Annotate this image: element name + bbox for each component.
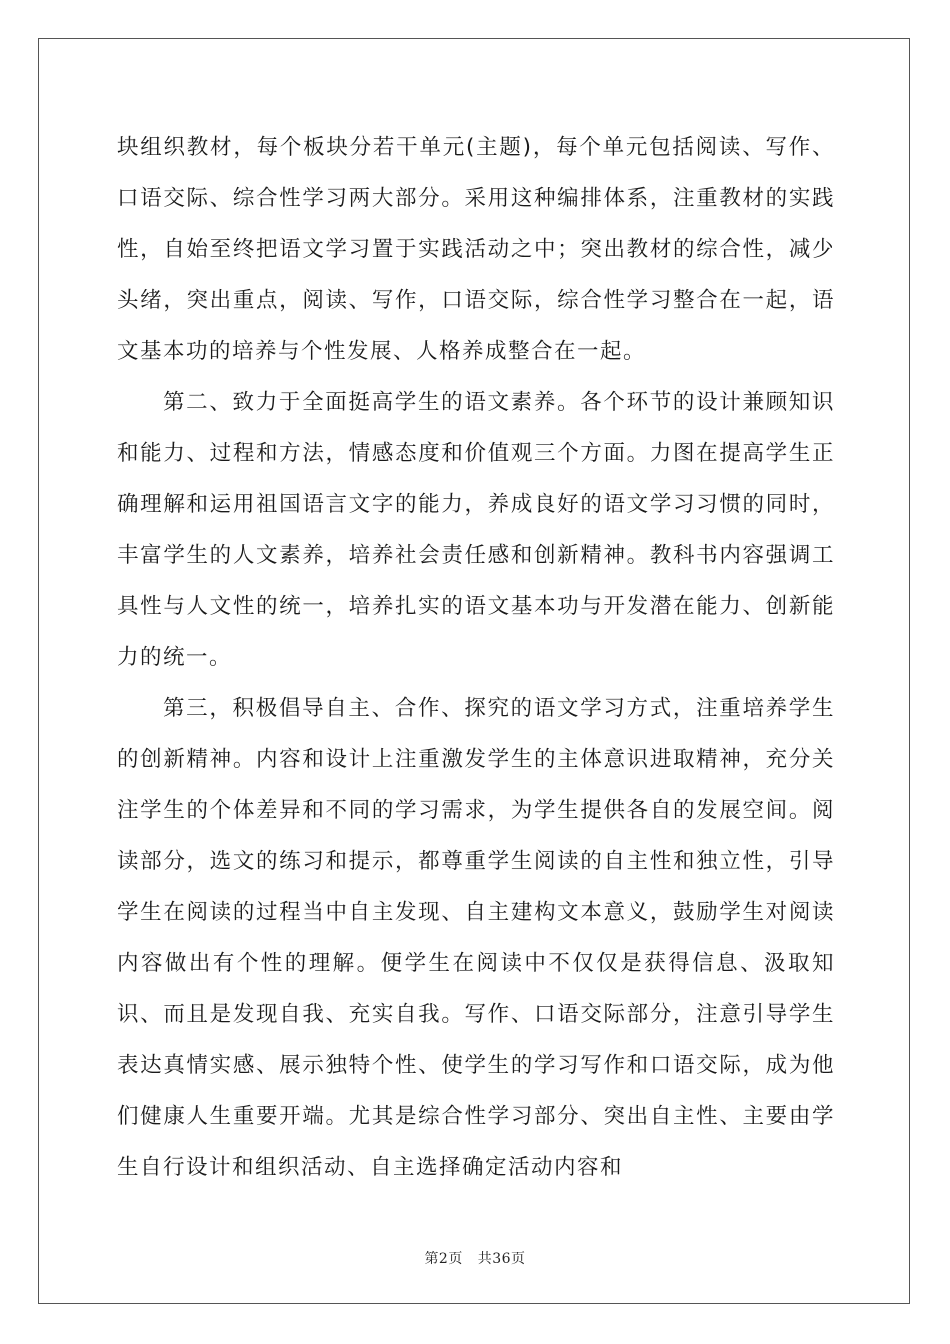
page-footer xyxy=(0,1248,950,1268)
current-page-number: 第2页 xyxy=(424,1251,463,1267)
paragraph-2: 第二、致力于全面挺高学生的语文素养。各个环节的设计兼顾知识和能力、过程和方法，情感态度和价值观三个方面。力图在提高学生正确理解和运用祖国语言文字的能力，养成良好的语文学习习惯的同时，丰富学生的人文素养，培养社会责任感和创新精神。教科书内容强调工具性与人文性的统一，培养扎实的语文基本功与开发潜在能力、创新能力的统一。 xyxy=(117,390,835,670)
paragraph-1: 块组织教材，每个板块分若干单元(主题)，每个单元包括阅读、写作、口语交际、综合性学习两大部分。采用这种编排体系，注重教材的实践性，自始至终把语文学习置于实践活动之中；突出教材的综合性，减少头绪，突出重点，阅读、写作，口语交际，综合性学习整合在一起，语文基本功的培养与个性发展、人格养成整合在一起。 xyxy=(117,135,835,364)
document-body xyxy=(117,122,835,1193)
total-page-count: 共36页 xyxy=(477,1251,526,1267)
paragraph-3: 第三，积极倡导自主、合作、探究的语文学习方式，注重培养学生的创新精神。内容和设计上注重激发学生的主体意识进取精神，充分关注学生的个体差异和不同的学习需求，为学生提供各自的发展空间。阅读部分，选文的练习和提示，都尊重学生阅读的自主性和独立性，引导学生在阅读的过程当中自主发现、自主建构文本意义，鼓励学生对阅读内容做出有个性的理解。便学生在阅读中不仅仅是获得信息、汲取知识、而且是发现自我、充实自我。写作、口语交际部分，注意引导学生表达真情实感、展示独特个性、使学生的学习写作和口语交际，成为他们健康人生重要开端。尤其是综合性学习部分、突出自主性、主要由学生自行设计和组织活动、自主选择确定活动内容和 xyxy=(117,696,835,1180)
